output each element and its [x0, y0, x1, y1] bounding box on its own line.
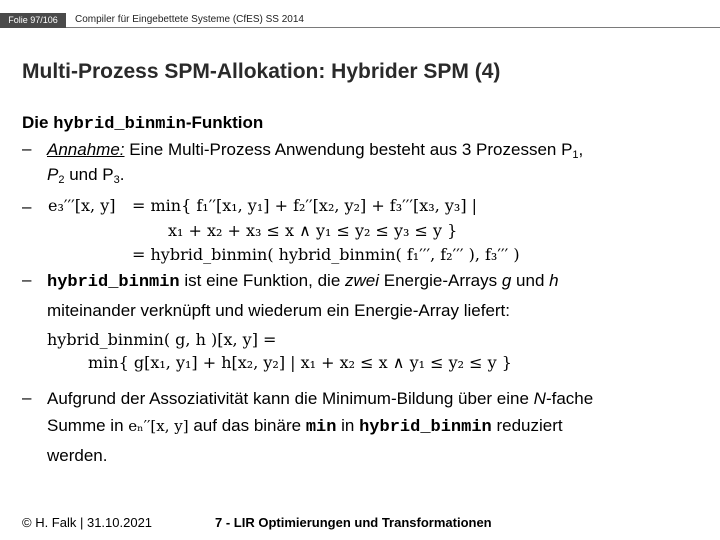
course-title: Compiler für Eingebettete Systeme (CfES) SS 2014 — [75, 14, 304, 25]
footer-chapter: 7 - LIR Optimierungen und Transformationen — [215, 515, 492, 530]
bullet3-reduziert: reduziert — [491, 416, 563, 435]
bullet1-p3: 3 — [113, 174, 120, 186]
formula1-line1: = min{ f₁′′[x₁, y₁] + f₂′′[x₂, y₂] + f₃′′′[x₃, y₃] | — [132, 196, 478, 215]
bullet3-in: in — [336, 416, 360, 435]
footer-author: © H. Falk | 31.10.2021 — [22, 515, 153, 530]
bullet2-line1 — [47, 270, 559, 294]
intro-suffix: -Funktion — [185, 113, 264, 132]
formula1-line2: x₁ + x₂ + x₃ ≤ x ∧ y₁ ≤ y₂ ≤ y₃ ≤ y } — [168, 221, 458, 240]
slide-title: Multi-Prozess SPM-Allokation: Hybrider SPM (4) — [22, 60, 501, 83]
slide-header — [0, 0, 720, 30]
bullet1-p1: 1 — [572, 149, 579, 161]
bullet3-line3: werden. — [47, 446, 108, 465]
bullet3-line2 — [47, 415, 563, 439]
bullet3-summe: Summe in — [47, 416, 129, 435]
bullet2-func: hybrid_binmin — [47, 273, 180, 292]
bullet3-min: min — [305, 418, 337, 437]
bullet3-dash: – — [22, 388, 32, 407]
bullet2-zwei: zwei — [345, 271, 380, 290]
formula1-dash: – — [22, 197, 32, 216]
intro-func: hybrid_binmin — [53, 115, 186, 134]
bullet3-func: hybrid_binmin — [359, 418, 492, 437]
formula2-line2: min{ g[x₁, y₁] + h[x₂, y₂] | x₁ + x₂ ≤ x ∧ y₁ ≤ y₂ ≤ y } — [88, 353, 512, 372]
bullet1-end: . — [119, 165, 125, 184]
bullet2-text1: ist eine Funktion, die — [179, 271, 345, 290]
bullet3-auf: auf das binäre — [188, 416, 306, 435]
bullet1-dash: – — [22, 139, 32, 158]
bullet3-line1a: Aufgrund der Assoziativität kann die Minimum-Bildung über eine — [47, 389, 534, 408]
bullet2-text2: Energie-Arrays — [379, 271, 502, 290]
bullet1-p2pre: P — [47, 165, 59, 184]
bullet3-line1 — [47, 388, 593, 410]
formula1-lhs: e₃′′′[x, y] — [48, 196, 116, 215]
header-divider — [66, 27, 720, 28]
intro-prefix: Die — [22, 113, 54, 132]
formula2-line1: hybrid_binmin( g, h )[x, y] = — [47, 330, 277, 349]
bullet2-und: und — [511, 271, 550, 290]
bullet1-text: Eine Multi-Prozess Anwendung besteht aus 3 Prozessen P — [124, 140, 573, 159]
bullet2-dash: – — [22, 270, 32, 289]
formula1-line3: = hybrid_binmin( hybrid_binmin( f₁′′′, f₂′′′ ), f₃′′′ ) — [132, 245, 520, 264]
bullet3-line1b: -fache — [545, 389, 594, 408]
bullet2-g: g — [501, 271, 512, 290]
intro-line — [22, 112, 263, 136]
bullet1-sep: , — [578, 140, 584, 159]
bullet1-line1 — [47, 139, 583, 161]
bullet3-N: N — [533, 389, 546, 408]
bullet3-eN: eₙ′′[x, y] — [128, 417, 189, 435]
bullet1-label: Annahme: — [47, 140, 125, 159]
bullet1-line2 — [47, 164, 124, 186]
bullet1-p2: 2 — [58, 174, 65, 186]
bullet1-und: und P — [64, 165, 114, 184]
bullet2-line2: miteinander verknüpft und wiederum ein Energie-Array liefert: — [47, 301, 511, 320]
bullet2-h: h — [549, 271, 559, 290]
slide-number: Folie 97/106 — [0, 13, 66, 28]
